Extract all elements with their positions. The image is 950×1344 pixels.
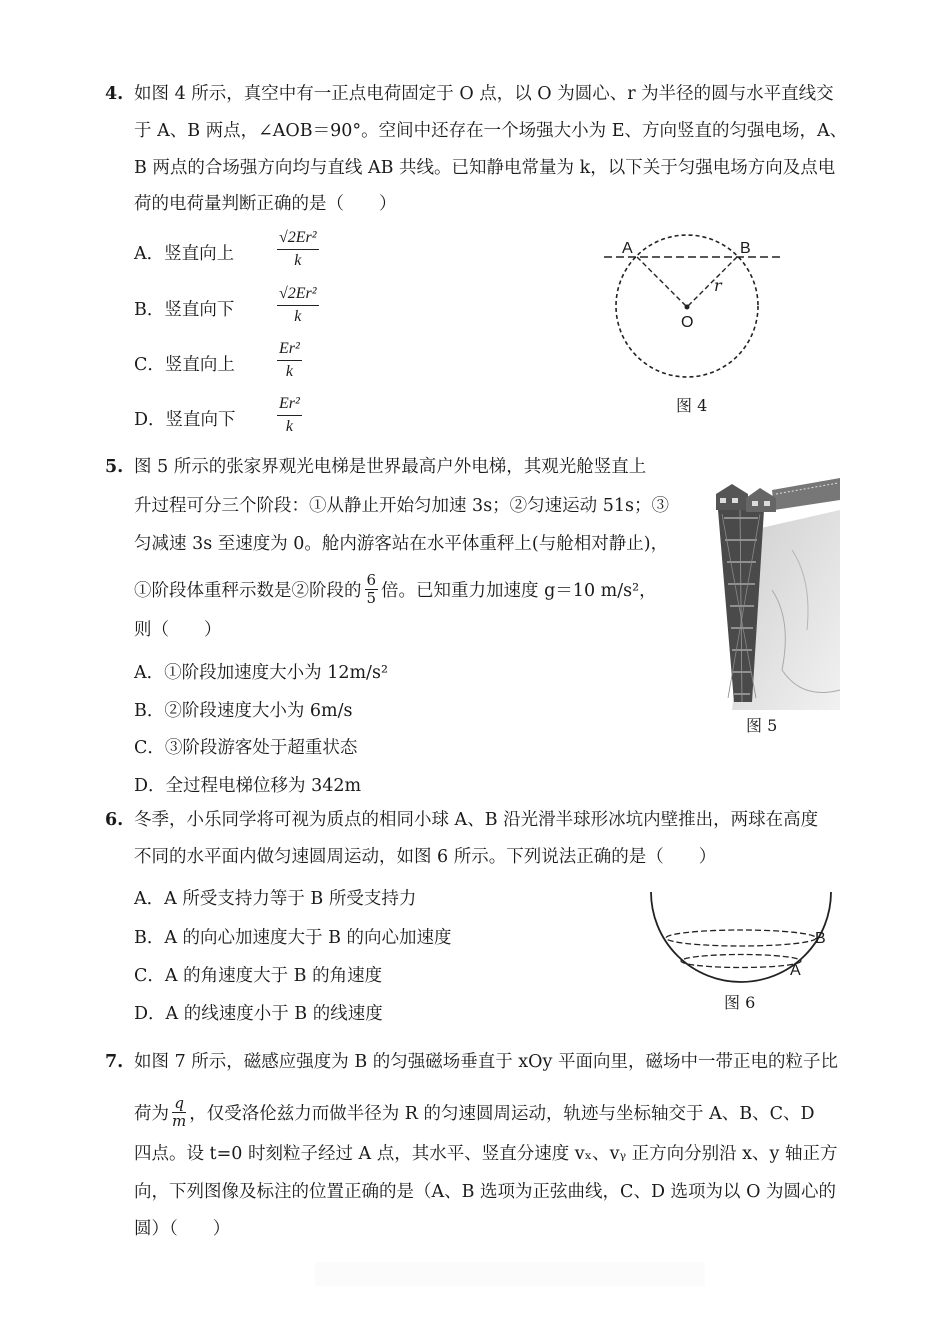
question-text-line: 于 A、B 两点，∠AOB＝90°。空间中还存在一个场强大小为 E、方向竖直的匀强电场，A、 [134, 121, 848, 141]
option-c[interactable]: C．A 的角速度大于 B 的角速度 [134, 966, 383, 986]
question-text-line: 四点。设 t=0 时刻粒子经过 A 点，其水平、竖直分速度 vₓ、vᵧ 正方向分别沿 x、y 轴正方 [134, 1144, 838, 1164]
option-c-fraction [277, 340, 302, 381]
question-text-line: 冬季，小乐同学将可视为质点的相同小球 A、B 沿光滑半球形冰坑内壁推出，两球在高度 [134, 810, 819, 830]
fraction-denominator: k [294, 252, 302, 269]
cabin-window [732, 498, 738, 503]
option-a[interactable]: A．竖直向上 [134, 244, 235, 264]
cabin-window [752, 501, 758, 506]
fraction-numerator: Er² [277, 340, 302, 361]
question-number: 4. [105, 84, 124, 104]
option-b-fraction [277, 285, 319, 326]
text-segment: ①阶段体重秤示数是②阶段的 [134, 581, 362, 601]
question-text-line: 则（ ） [134, 620, 222, 640]
center-point [685, 305, 690, 310]
question-text-line: 如图 4 所示，真空中有一正点电荷固定于 O 点，以 O 为圆心、r 为半径的圆与水平直线交 [134, 84, 834, 104]
question-number: 5. [105, 457, 124, 477]
option-d[interactable]: D．A 的线速度小于 B 的线速度 [134, 1004, 383, 1024]
radius-r-label: r [714, 276, 722, 295]
fraction-denominator: k [285, 363, 293, 380]
figure-5-elevator-photo [712, 470, 842, 710]
cabin-window [720, 498, 726, 503]
option-c[interactable]: C．竖直向上 [134, 355, 235, 375]
orbit-b [666, 930, 816, 946]
question-text-line: 如图 7 所示，磁感应强度为 B 的匀强磁场垂直于 xOy 平面向里，磁场中一带正电的粒子比 [134, 1052, 838, 1072]
option-a-fraction [277, 229, 319, 270]
ball-a-label: A [790, 962, 801, 979]
option-d[interactable]: D．全过程电梯位移为 342m [134, 776, 362, 796]
question-number: 7. [105, 1052, 124, 1072]
fraction-numerator: √2Er² [277, 229, 319, 250]
question-number: 6. [105, 810, 124, 830]
question-text-line: 升过程可分三个阶段：①从静止开始匀加速 3s；②匀速运动 51s；③ [134, 496, 669, 516]
option-d[interactable]: D．竖直向下 [134, 410, 236, 430]
bowl-cross-section [651, 892, 831, 982]
figure-6-bowl-diagram [645, 890, 835, 990]
option-b[interactable]: B．A 的向心加速度大于 B 的向心加速度 [134, 928, 452, 948]
center-o-label: O [681, 314, 694, 331]
radius-ob [687, 257, 737, 307]
question-text-line [134, 571, 657, 608]
bridge [772, 478, 840, 510]
ball-b-label: B [815, 930, 826, 947]
option-c[interactable]: C．③阶段游客处于超重状态 [134, 738, 358, 758]
scan-artifact [315, 1262, 705, 1286]
option-b[interactable]: B．竖直向下 [134, 300, 235, 320]
fraction-denominator: k [285, 418, 293, 435]
point-a-label: A [622, 240, 633, 257]
question-text-line: 匀减速 3s 至速度为 0。舱内游客站在水平体重秤上(与舱相对静止)， [134, 534, 669, 554]
question-text-line: 不同的水平面内做匀速圆周运动，如图 6 所示。下列说法正确的是（ ） [134, 847, 717, 867]
option-b[interactable]: B．②阶段速度大小为 6m/s [134, 701, 353, 721]
option-a[interactable]: A．A 所受支持力等于 B 所受支持力 [134, 889, 417, 909]
question-text-line [134, 1094, 815, 1131]
question-text-line: 荷的电荷量判断正确的是（ ） [134, 194, 397, 214]
radius-oa [637, 257, 687, 307]
cabin-window [764, 501, 770, 506]
fraction-denominator: k [294, 308, 302, 325]
fraction-numerator: q [174, 1094, 184, 1112]
fraction-numerator: 6 [366, 571, 377, 589]
top-cabin-right [746, 488, 776, 512]
figure-5-caption: 图 5 [746, 716, 778, 735]
fraction-denominator: 5 [366, 589, 377, 607]
text-segment: 荷为 [134, 1104, 169, 1124]
orbit-a [681, 955, 801, 968]
point-b-label: B [740, 240, 751, 257]
inline-fraction [172, 1096, 186, 1129]
text-segment: 倍。已知重力加速度 g＝10 m/s²， [381, 581, 657, 601]
question-text-line: 向，下列图像及标注的位置正确的是（A、B 选项为正弦曲线，C、D 选项为以 O 为圆心的 [134, 1182, 837, 1202]
option-a[interactable]: A．①阶段加速度大小为 12m/s² [134, 663, 388, 683]
fraction-numerator: √2Er² [277, 285, 319, 306]
figure-4-caption: 图 4 [676, 396, 708, 415]
option-d-fraction [277, 395, 302, 436]
fraction-denominator: m [172, 1112, 187, 1130]
question-text-line: 圆）（ ） [134, 1219, 231, 1239]
top-cabin-left [716, 484, 748, 510]
text-segment: ，仅受洛伦兹力而做半径为 R 的匀速圆周运动，轨迹与坐标轴交于 A、B、C、D [189, 1104, 815, 1124]
inline-fraction [365, 573, 379, 606]
fraction-numerator: Er² [277, 395, 302, 416]
question-text-line: 图 5 所示的张家界观光电梯是世界最高户外电梯，其观光舱竖直上 [134, 457, 647, 477]
question-text-line: B 两点的合场强方向均与直线 AB 共线。已知静电常量为 k，以下关于匀强电场方向及点电 [134, 158, 836, 178]
figure-6-caption: 图 6 [724, 993, 756, 1012]
